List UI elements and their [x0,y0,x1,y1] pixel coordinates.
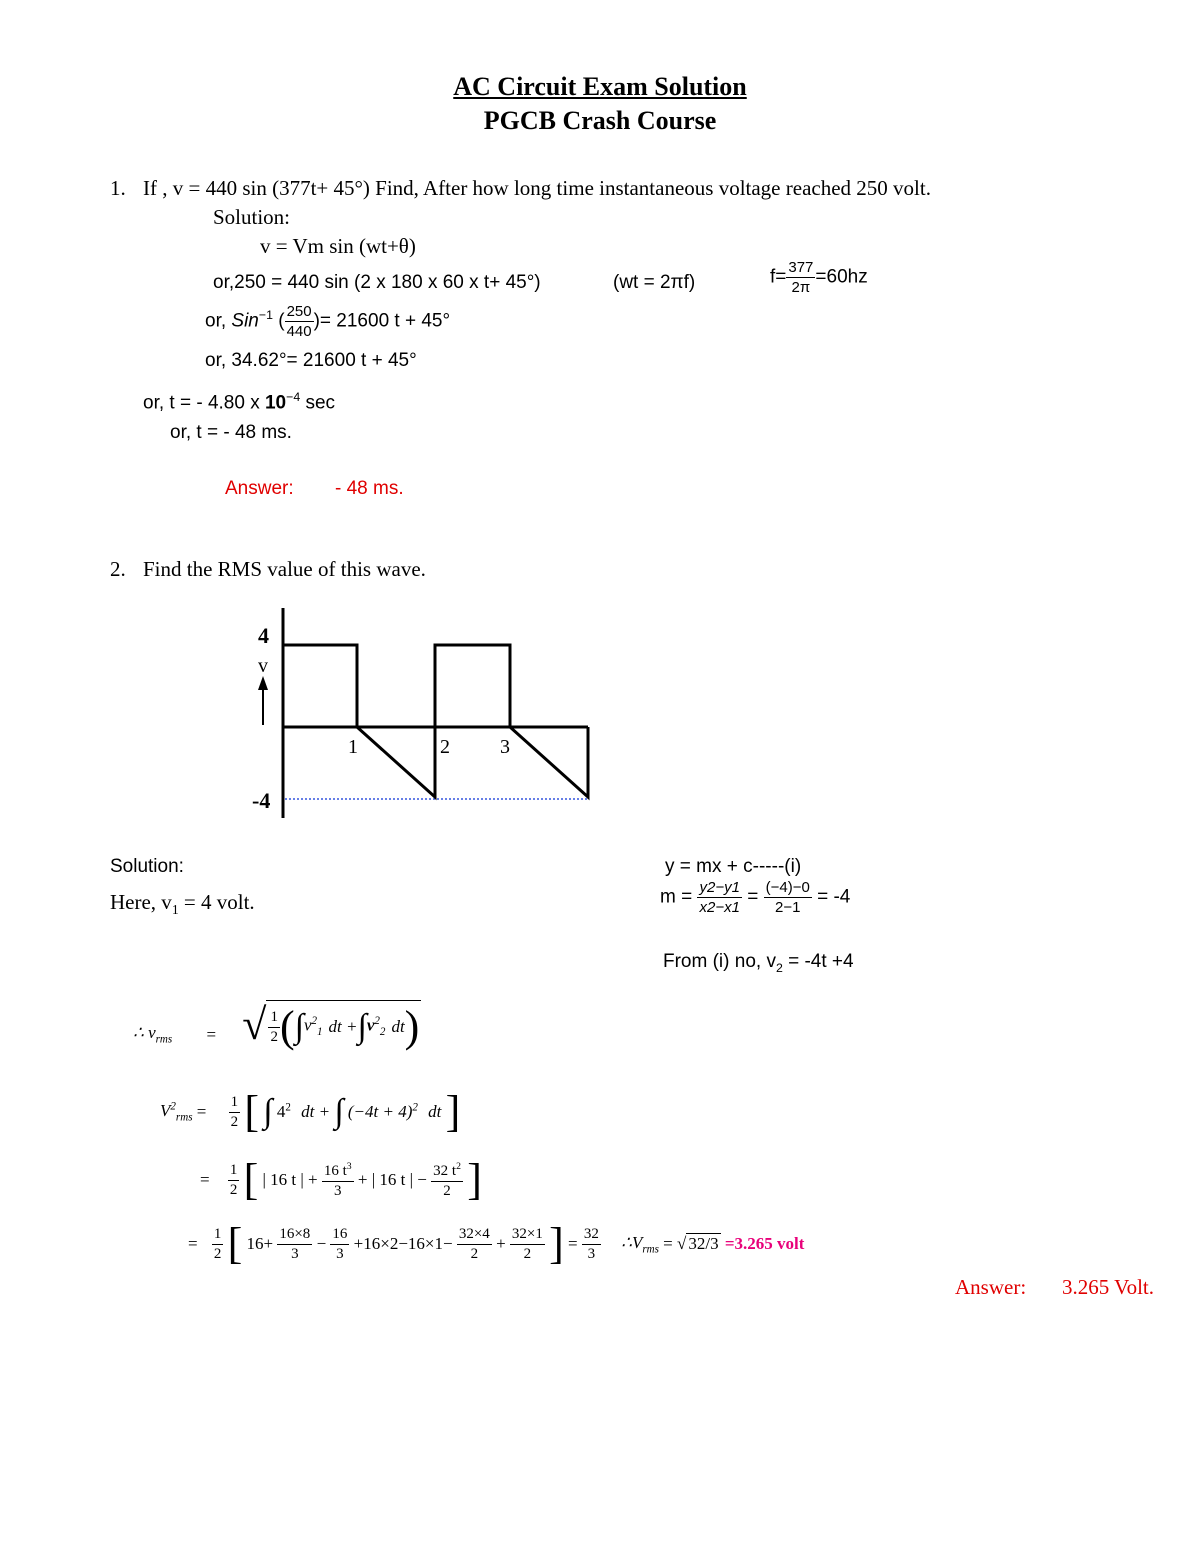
q1-line3-open: ( [278,310,285,332]
term-4-text: 4 [276,1102,286,1122]
q2-m-den2: 2−1 [774,899,801,916]
numeric-row [188,1219,805,1268]
rms-lhs-sub: rms [155,1033,173,1046]
q1-line5-base: 10 [264,392,287,414]
row3-b-text: 16 t [323,1162,347,1179]
poly-text: (−4t + 4) [347,1102,413,1122]
q1-f-num: 377 [788,259,814,276]
rms-half [268,1010,280,1045]
v2-text: v [366,1016,375,1036]
q1-number: 1. [110,176,126,200]
row4-half [212,1227,224,1262]
q2-m-num2: (−4)−0 [765,879,810,896]
row4-f3-num: 32×4 [457,1227,492,1245]
q1-line3-den: 440 [286,323,312,340]
open-paren: ( [279,1002,295,1051]
q1-f-prefix: f= [770,266,787,288]
y-label-minus-4: -4 [252,788,271,813]
axis-var-v: v [258,655,268,677]
row4-half-den: 2 [213,1245,222,1262]
row4-open-bracket: [ [227,1219,243,1268]
rms-definition [133,1000,421,1049]
q1-wt-note: (wt = 2πf) [613,272,696,293]
q1-line4: or, 34.62°= 21600 t + 45° [205,350,417,371]
square-pulse-1 [283,645,357,727]
int-b-dt: dt [391,1017,405,1036]
vrms2-dt-b: dt [428,1102,442,1121]
q2-number: 2. [110,557,126,581]
row3-d-frac [431,1162,463,1199]
v1-sub: 1 [317,1026,323,1039]
row4-f2-num: 16 [330,1227,349,1245]
q1-line2: or,250 = 440 sin (2 x 180 x 60 x t+ 45°) [213,272,541,293]
therefore-vrms [621,1232,659,1256]
q2-here [110,890,255,918]
q1-line5-prefix: or, t = - 4.80 x [143,392,265,414]
row4-f1-num: 16×8 [277,1227,312,1245]
antiderivative-row: = $\frac{1}{2}$ [ | 16 t | + $\frac{16 t^3}{3}$ + | 16 t | − $\frac{32 t^2}{2}$ ] [200,1155,482,1204]
int-a-dt: dt + [328,1017,358,1036]
rms-lhs [133,1023,173,1046]
v1-squared [304,1015,323,1038]
row3-b-num [322,1162,354,1182]
q1-line1: v = Vm sin (wt+θ) [260,234,416,258]
term-4-exp: 2 [285,1101,291,1114]
v-arrow-head [258,676,268,690]
integral-1: ∫ [294,1008,304,1045]
row3-d-num [431,1162,463,1182]
q2-m-num1: y2−y1 [699,879,740,896]
q2-from-prefix: From (i) no, v [663,951,776,972]
sqrt-body: 32/3 [688,1234,719,1253]
rms-lhs-text: ∴ v [133,1023,156,1043]
row4-half-num: 1 [212,1227,224,1245]
row3-a: | 16 t | [262,1170,304,1189]
x-tick-3: 3 [500,736,510,758]
row3-open-bracket: [ [243,1155,259,1204]
q2-answer-value: 3.265 Volt. [1062,1275,1154,1299]
q2-from-suffix: = -4t +4 [782,951,854,972]
q2-m-eq: = [747,886,759,908]
row4-eq: = [568,1234,578,1253]
row4-close-bracket: ] [549,1219,564,1268]
row4-res-num: 32 [582,1227,601,1245]
vrms2-half-den: 2 [230,1113,239,1130]
poly-exp: 2 [412,1101,418,1114]
row3-b-exp: 3 [346,1160,352,1172]
q2-m-prefix: m = [660,886,693,908]
ramp-and-pulse-2 [357,645,510,797]
row3-d-den: 2 [443,1182,451,1199]
x-tick-1: 1 [348,736,358,758]
q2-solution-label: Solution: [110,856,184,877]
therefore-sub: rms [642,1243,659,1256]
q2-eq-i: y = mx + c-----(i) [665,856,802,877]
vrms2-close-bracket: ] [445,1087,461,1136]
q1-answer-value: - 48 ms. [335,478,404,499]
q2-here-prefix: Here, v [110,890,172,914]
row4-result [582,1227,601,1262]
row3-b-den: 3 [334,1182,342,1199]
q2-here-sub: 1 [171,902,179,918]
close-paren: ) [404,1002,420,1051]
rms-radical [242,1000,421,1049]
therefore-text: ∴V [621,1232,643,1252]
q2-m-frac2 [764,880,812,915]
row4-f4-num: 32×1 [510,1227,545,1245]
row4-eq-lead: = [188,1234,198,1253]
vrms2-integral-1: ∫ [263,1093,273,1130]
q1-line5-exp: −4 [286,390,301,404]
row3-b-frac [322,1162,354,1199]
vrms2-half-num: 1 [229,1095,241,1113]
vrms2-text: V [160,1101,171,1121]
q1-line3-prefix: or, [205,310,227,332]
vrms2-poly [348,1102,418,1121]
q1-line6: or, t = - 48 ms. [170,422,292,443]
q1-line3-exp: −1 [258,308,273,323]
row4-start: 16+ [246,1234,274,1253]
q1-line3-num: 250 [286,303,312,320]
q1-solution-label: Solution: [213,205,291,229]
row4-f4-den: 2 [523,1245,532,1262]
q1-f-suffix: =60hz [815,266,868,288]
q1-line5 [143,390,335,414]
q1-line3-fraction [285,304,314,339]
q2-m-result: = -4 [817,886,851,908]
rms-half-num: 1 [268,1010,280,1028]
v2-sub: 2 [379,1026,386,1039]
row4-f4 [510,1227,545,1262]
q2-here-suffix: = 4 volt. [178,890,255,914]
q2-answer-label: Answer: [955,1275,1027,1299]
vrms2-term-4 [277,1102,291,1121]
vrms-squared-row [160,1087,461,1136]
row4-res-den: 3 [587,1245,596,1262]
row4-f2 [330,1227,349,1262]
row3-d-text: 32 t [433,1162,457,1179]
vrms2-lhs [160,1100,193,1124]
q1-f-den: 2π [791,279,811,296]
vrms2-half [229,1095,241,1130]
rms-eq-sign: = [206,1024,217,1044]
q2-slope [660,880,850,915]
q1-line5-suffix: sec [300,392,336,414]
q1-answer-label: Answer: [225,478,294,499]
q1-f-fraction [786,260,815,295]
v2-exp: 2 [374,1015,380,1028]
q1-line3-sin: Sin [231,310,259,332]
vrms2-integral-2: ∫ [334,1093,344,1130]
row4-mid: +16×2−16×1− [353,1234,453,1253]
row4-f2-den: 3 [336,1245,344,1262]
row4-minus: − [316,1234,327,1253]
final-value: =3.265 volt [724,1234,805,1253]
vrms2-exp: 2 [170,1100,176,1113]
row3-half [228,1163,240,1198]
radical-sign: √ [242,999,267,1049]
q1-line3 [205,304,450,339]
q2-m-den1: x2−x1 [699,899,740,916]
integral-2: ∫ [357,1008,367,1045]
waveform-graph [240,600,610,830]
v1-text: v [303,1016,312,1036]
vrms2-open-bracket: [ [244,1087,259,1136]
row3-eq: = [200,1170,210,1189]
row3-d-exp: 2 [456,1160,461,1172]
row4-f3-den: 2 [470,1245,479,1262]
row3-half-den: 2 [229,1181,238,1198]
vrms2-eq: = [196,1102,207,1121]
page-title: AC Circuit Exam Solution [453,72,747,101]
radical-body [266,1000,421,1049]
q2-m-frac1 [697,880,741,915]
ramp-2 [510,727,588,797]
row3-half-num: 1 [228,1163,240,1181]
q2-from-sub: 2 [775,960,783,975]
vrms2-sub: rms [175,1111,193,1124]
row4-f1 [277,1227,312,1262]
y-label-4: 4 [258,623,269,648]
v2-squared [367,1015,386,1038]
row3-close-bracket: ] [467,1155,482,1204]
q1-frequency [770,260,868,295]
sqrt-sign: √ [677,1234,687,1253]
q1-question: If , v = 440 sin (377t+ 45°) Find, After how long time instantaneous voltage reached 250 volt. [143,176,931,200]
therefore-eq: = [663,1234,677,1253]
x-tick-2: 2 [440,736,450,758]
q1-line3-suffix: )= 21600 t + 45° [313,310,451,332]
row4-f1-den: 3 [291,1245,299,1262]
row3-c: | 16 t | [371,1170,414,1189]
row4-plus: + [496,1234,506,1253]
vrms2-dt-a: dt + [301,1102,331,1121]
row4-f3 [457,1227,492,1262]
rms-half-den: 2 [270,1028,278,1045]
q2-question: Find the RMS value of this wave. [143,557,426,581]
page-subtitle: PGCB Crash Course [483,106,717,135]
v1-exp: 2 [311,1015,318,1028]
q2-from [663,951,854,975]
final-sqrt [677,1233,721,1253]
